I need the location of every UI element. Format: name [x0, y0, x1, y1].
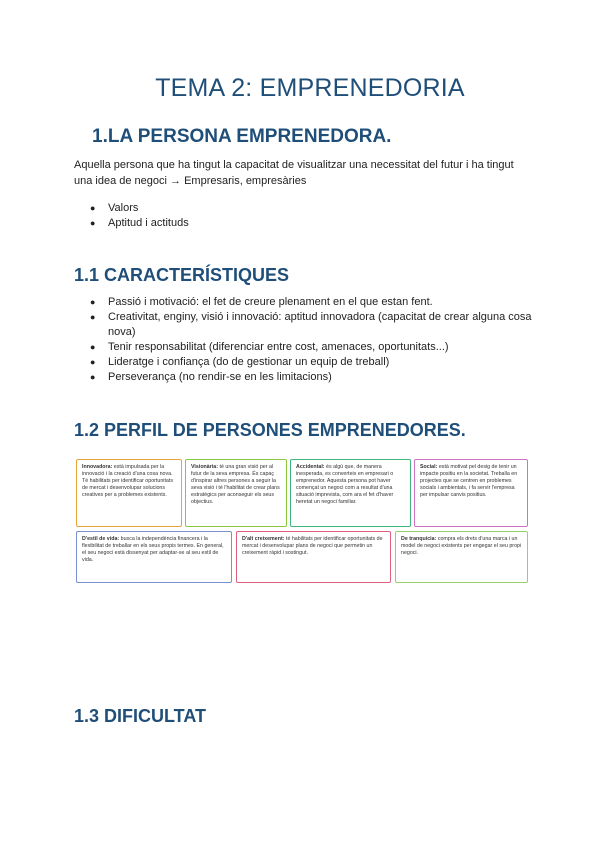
- list-item: ● Perseverança (no rendir-se en les limitacions): [90, 371, 332, 383]
- profiles-figure: [76, 459, 528, 593]
- profile-card-social: Social: està motivat pel desig de tenir un impacte positiu en la societat. Treballa en projectes que se centren en problemes socials i ambientals, i fa servir l'empresa per impulsar canvis positius.: [414, 459, 528, 527]
- profile-card-innovadora: Innovadora: està impulsada per la innovació i la creació d'una cosa nova. Té habilitats per identificar oportunitats de mercat i desenvolupar solucions creatives per a problemes existents.: [76, 459, 182, 527]
- section-heading-caracteristiques: 1.1 CARACTERÍSTIQUES: [74, 265, 290, 285]
- list-item: ● Passió i motivació: el fet de creure plenament en el que estan fent.: [90, 296, 433, 308]
- profile-card-estil-de-vida: D'estil de vida: busca la independència financera i la flexibilitat de treballar en els seus propis termes. En general, el seu negoci està dissenyat per adaptar-se al seu estil de vida.: [76, 531, 232, 583]
- list-item: ● Lideratge i confiança (do de gestionar un equip de treball): [90, 356, 390, 368]
- profile-card-accidental: Accidental: és algú que, de manera inesperada, es converteix en empresari o emprenedor. Aquesta persona pot haver començat un negoci com a resultat d'una situació imprevista, com ara el fet d'haver heretat un negoci familiar.: [290, 459, 411, 527]
- profile-card-visionaria: Visionària: té una gran visió per al futur de la seva empresa. És capaç d'inspirar altres persones a seguir la seva visió i té l'habilitat de crear plans estratègics per aconseguir els seus objectius.: [185, 459, 287, 527]
- section-heading-dificultat: 1.3 DIFICULTAT: [74, 706, 206, 726]
- list-item: ● Valors: [90, 202, 139, 214]
- profile-card-franquicia: De tranquícia: compra els drets d'una marca i un model de negoci existents per engegar el seu propi negoci.: [395, 531, 528, 583]
- list-item: ● Aptitud i actituds: [90, 217, 189, 229]
- profile-card-alt-creixement: D'alt creixement: té habilitats per identificar oportunitats de mercat i desenvolupar plans de negoci que permetin un creixement ràpid i sostingut.: [236, 531, 391, 583]
- values-list: [74, 201, 548, 231]
- list-item: ● Tenir responsabilitat (diferenciar entre cost, amenaces, oportunitats...): [90, 341, 449, 353]
- list-item: ● Creativitat, enginy, visió i innovació: aptitud innovadora (capacitat de crear alguna cosa nova): [90, 311, 532, 338]
- document-title: TEMA 2: EMPRENEDORIA: [155, 74, 465, 102]
- characteristics-list: [74, 295, 548, 385]
- section-heading-persona: 1.LA PERSONA EMPRENEDORA.: [92, 126, 392, 147]
- section-heading-perfil: 1.2 PERFIL DE PERSONES EMPRENEDORES.: [74, 420, 466, 440]
- definition-paragraph: Aquella persona que ha tingut la capacitat de visualitzar una necessitat del futur i ha tingut una idea de negoci → Empresaris, empresàries: [74, 159, 514, 187]
